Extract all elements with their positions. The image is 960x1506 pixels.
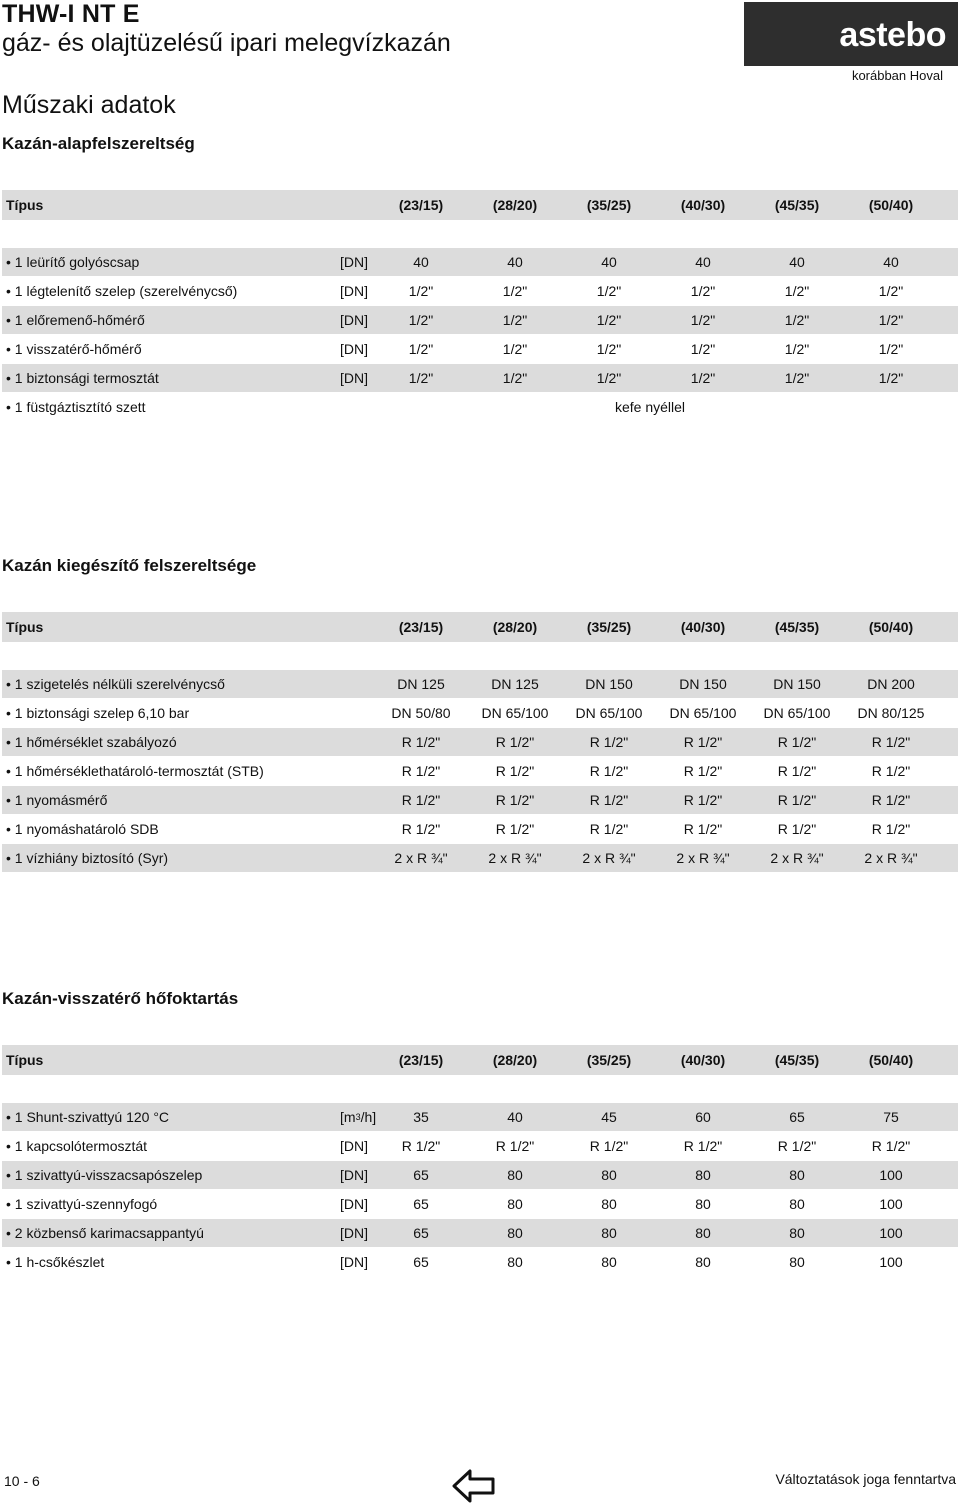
row-value: R 1/2" — [777, 1138, 817, 1154]
header-model-label: (45/35) — [774, 197, 820, 213]
table-row — [2, 1219, 958, 1247]
row-value: 1/2" — [408, 370, 434, 386]
product-subtitle: gáz- és olajtüzelésű ipari melegvízkazán — [2, 29, 451, 57]
header-model-label: (23/15) — [398, 619, 444, 635]
row-value: 80 — [695, 1225, 711, 1241]
table-row — [2, 699, 958, 727]
page-number: 10 - 6 — [4, 1473, 40, 1489]
row-value: R 1/2" — [589, 821, 629, 837]
table-row — [2, 364, 958, 392]
row-label: • 1 nyomásmérő — [6, 792, 108, 808]
row-value: 40 — [413, 254, 429, 270]
row-value: DN 65/100 — [669, 705, 737, 721]
row-label: • 1 Shunt-szivattyú 120 °C — [6, 1109, 170, 1125]
row-value: 1/2" — [502, 341, 528, 357]
row-value: 2 x R ¾" — [582, 850, 636, 866]
row-label: • 1 biztonsági szelep 6,10 bar — [6, 705, 190, 721]
row-value: 1/2" — [784, 283, 810, 299]
table-row — [2, 248, 958, 276]
row-value: 80 — [789, 1167, 805, 1183]
table-row — [2, 1103, 958, 1131]
row-value: 1/2" — [784, 312, 810, 328]
row-value: R 1/2" — [589, 792, 629, 808]
row-value: R 1/2" — [495, 763, 535, 779]
row-value: DN 80/125 — [857, 705, 925, 721]
row-label: • 1 légtelenítő szelep (szerelvénycső) — [6, 283, 238, 299]
row-value: DN 65/100 — [575, 705, 643, 721]
row-unit: [DN] — [340, 283, 368, 299]
row-value: 45 — [601, 1109, 617, 1125]
row-value: 65 — [413, 1254, 429, 1270]
row-value: 60 — [695, 1109, 711, 1125]
header-type-label: Típus — [6, 1052, 44, 1068]
row-value: 40 — [695, 254, 711, 270]
row-label: • 1 h-csőkészlet — [6, 1254, 105, 1270]
header-model-label: (28/20) — [492, 1052, 538, 1068]
table-row — [2, 1248, 958, 1276]
row-value: 80 — [601, 1225, 617, 1241]
row-value: 1/2" — [408, 283, 434, 299]
header-model-label: (40/30) — [680, 1052, 726, 1068]
section-title: Kazán kiegészítő felszereltsége — [2, 556, 257, 575]
table-row — [2, 393, 958, 421]
row-value: 1/2" — [596, 370, 622, 386]
table-header-row — [2, 190, 958, 220]
row-value: R 1/2" — [495, 734, 535, 750]
back-arrow-icon[interactable] — [452, 1468, 496, 1504]
row-value: R 1/2" — [683, 821, 723, 837]
section-title: Kazán-alapfelszereltség — [2, 134, 195, 153]
row-value: R 1/2" — [871, 792, 911, 808]
row-value: R 1/2" — [683, 763, 723, 779]
row-label: • 1 kapcsolótermosztát — [6, 1138, 148, 1154]
row-value: 1/2" — [878, 341, 904, 357]
row-value: 80 — [789, 1225, 805, 1241]
header-model-label: (40/30) — [680, 197, 726, 213]
row-value: R 1/2" — [777, 792, 817, 808]
row-value: 1/2" — [690, 312, 716, 328]
row-value: R 1/2" — [401, 734, 441, 750]
table-row — [2, 277, 958, 305]
row-value: 40 — [601, 254, 617, 270]
table-header-row — [2, 612, 958, 642]
row-unit: [DN] — [340, 1225, 368, 1241]
row-value: R 1/2" — [589, 734, 629, 750]
row-value: 80 — [507, 1254, 523, 1270]
row-label: • 1 biztonsági termosztát — [6, 370, 159, 386]
row-value: R 1/2" — [683, 792, 723, 808]
row-value: 65 — [413, 1225, 429, 1241]
header-model-label: (35/25) — [586, 197, 632, 213]
row-label: • 1 leürítő golyóscsap — [6, 254, 140, 270]
row-label: • 1 szivattyú-szennyfogó — [6, 1196, 158, 1212]
row-unit: [DN] — [340, 1138, 368, 1154]
table-row — [2, 844, 958, 872]
row-value: 80 — [695, 1167, 711, 1183]
row-value: DN 150 — [585, 676, 633, 692]
page-heading: Műszaki adatok — [2, 91, 176, 119]
row-value: R 1/2" — [777, 763, 817, 779]
header-model-label: (28/20) — [492, 619, 538, 635]
table-row — [2, 1190, 958, 1218]
row-value: R 1/2" — [871, 734, 911, 750]
row-value: DN 150 — [679, 676, 727, 692]
row-value: 80 — [507, 1225, 523, 1241]
row-label: • 1 szigetelés nélküli szerelvénycső — [6, 676, 225, 692]
table-row — [2, 670, 958, 698]
row-value: R 1/2" — [401, 763, 441, 779]
header-model-label: (50/40) — [868, 619, 914, 635]
header-model-label: (23/15) — [398, 197, 444, 213]
row-unit: [m 3 /h] — [340, 1109, 377, 1125]
row-label: • 1 visszatérő-hőmérő — [6, 341, 142, 357]
header-model-label: (45/35) — [774, 619, 820, 635]
row-value: 35 — [413, 1109, 429, 1125]
row-value: 40 — [507, 254, 523, 270]
row-value: 65 — [413, 1167, 429, 1183]
row-label: • 1 hőmérséklethatároló-termosztát (STB) — [6, 763, 264, 779]
row-label: • 1 füstgáztisztító szett — [6, 399, 146, 415]
row-value: R 1/2" — [589, 1138, 629, 1154]
row-value: 80 — [507, 1167, 523, 1183]
table-row — [2, 306, 958, 334]
row-value: 80 — [601, 1254, 617, 1270]
row-value: 1/2" — [596, 283, 622, 299]
table-row — [2, 1132, 958, 1160]
row-value: 1/2" — [690, 370, 716, 386]
row-value: 100 — [879, 1196, 903, 1212]
row-value: R 1/2" — [495, 792, 535, 808]
row-value: 1/2" — [690, 283, 716, 299]
row-value: 1/2" — [596, 312, 622, 328]
row-value: 65 — [413, 1196, 429, 1212]
row-value: 1/2" — [878, 312, 904, 328]
row-value: 40 — [507, 1109, 523, 1125]
row-value: 100 — [879, 1167, 903, 1183]
header-model-label: (35/25) — [586, 619, 632, 635]
row-value: 2 x R ¾" — [770, 850, 824, 866]
header-model-label: (40/30) — [680, 619, 726, 635]
row-value: 65 — [789, 1109, 805, 1125]
row-value: R 1/2" — [401, 792, 441, 808]
row-unit: [DN] — [340, 341, 368, 357]
table-header-row — [2, 1045, 958, 1075]
row-label: • 1 hőmérséklet szabályozó — [6, 734, 177, 750]
row-value: R 1/2" — [683, 734, 723, 750]
row-value: R 1/2" — [401, 1138, 441, 1154]
row-unit: [DN] — [340, 370, 368, 386]
row-value: 1/2" — [784, 341, 810, 357]
header-type-label: Típus — [6, 619, 44, 635]
brand-logo — [744, 2, 958, 66]
row-value: 2 x R ¾" — [676, 850, 730, 866]
header-model-label: (35/25) — [586, 1052, 632, 1068]
header-model-label: (50/40) — [868, 197, 914, 213]
row-value: 1/2" — [784, 370, 810, 386]
row-value: 75 — [883, 1109, 899, 1125]
product-title: THW-I NT E — [2, 0, 140, 28]
table-row — [2, 728, 958, 756]
row-value: R 1/2" — [871, 821, 911, 837]
row-value: 1/2" — [502, 312, 528, 328]
header-model-label: (28/20) — [492, 197, 538, 213]
row-value: 1/2" — [878, 283, 904, 299]
row-span-value: kefe nyéllel — [614, 399, 686, 415]
row-unit: [DN] — [340, 1196, 368, 1212]
header-model-label: (50/40) — [868, 1052, 914, 1068]
row-value: R 1/2" — [495, 821, 535, 837]
row-value: DN 200 — [867, 676, 915, 692]
table-row — [2, 757, 958, 785]
row-value: 80 — [695, 1196, 711, 1212]
header-model-label: (45/35) — [774, 1052, 820, 1068]
row-value: 2 x R ¾" — [394, 850, 448, 866]
row-value: DN 65/100 — [481, 705, 549, 721]
row-value: 1/2" — [408, 312, 434, 328]
row-value: 100 — [879, 1254, 903, 1270]
section-title: Kazán-visszatérő hőfoktartás — [2, 989, 239, 1008]
row-value: R 1/2" — [683, 1138, 723, 1154]
logo-text: astebo — [839, 16, 946, 54]
row-value: 80 — [695, 1254, 711, 1270]
row-value: 40 — [883, 254, 899, 270]
row-value: R 1/2" — [495, 1138, 535, 1154]
row-value: DN 125 — [397, 676, 445, 692]
row-value: 2 x R ¾" — [488, 850, 542, 866]
row-value: R 1/2" — [871, 763, 911, 779]
row-value: 40 — [789, 254, 805, 270]
footer-note: Változtatások joga fenntartva — [775, 1471, 956, 1487]
table-row — [2, 786, 958, 814]
row-value: 80 — [601, 1167, 617, 1183]
row-value: DN 125 — [491, 676, 539, 692]
row-label: • 1 szivattyú-visszacsapószelep — [6, 1167, 203, 1183]
row-value: 80 — [789, 1196, 805, 1212]
row-value: R 1/2" — [777, 734, 817, 750]
row-value: 1/2" — [690, 341, 716, 357]
row-label: • 2 közbenső karimacsappantyú — [6, 1225, 204, 1241]
row-value: 2 x R ¾" — [864, 850, 918, 866]
row-value: 1/2" — [408, 341, 434, 357]
table-row — [2, 335, 958, 363]
row-value: 1/2" — [502, 370, 528, 386]
row-unit: [DN] — [340, 1254, 368, 1270]
row-value: DN 65/100 — [763, 705, 831, 721]
row-value: R 1/2" — [777, 821, 817, 837]
row-value: 1/2" — [502, 283, 528, 299]
row-value: 80 — [601, 1196, 617, 1212]
row-value: R 1/2" — [871, 1138, 911, 1154]
row-value: 1/2" — [878, 370, 904, 386]
row-value: R 1/2" — [401, 821, 441, 837]
row-unit: [DN] — [340, 1167, 368, 1183]
row-label: • 1 nyomáshatároló SDB — [6, 821, 159, 837]
row-value: R 1/2" — [589, 763, 629, 779]
logo-subtitle: korábban Hoval — [851, 68, 943, 83]
row-value: DN 50/80 — [391, 705, 451, 721]
table-row — [2, 1161, 958, 1189]
row-unit: [DN] — [340, 254, 368, 270]
row-value: 80 — [507, 1196, 523, 1212]
row-value: 100 — [879, 1225, 903, 1241]
row-value: 1/2" — [596, 341, 622, 357]
row-label: • 1 előremenő-hőmérő — [6, 312, 145, 328]
row-label: • 1 vízhiány biztosító (Syr) — [6, 850, 169, 866]
row-unit: [DN] — [340, 312, 368, 328]
row-value: DN 150 — [773, 676, 821, 692]
header-model-label: (23/15) — [398, 1052, 444, 1068]
row-value: 80 — [789, 1254, 805, 1270]
table-row — [2, 815, 958, 843]
header-type-label: Típus — [6, 197, 44, 213]
